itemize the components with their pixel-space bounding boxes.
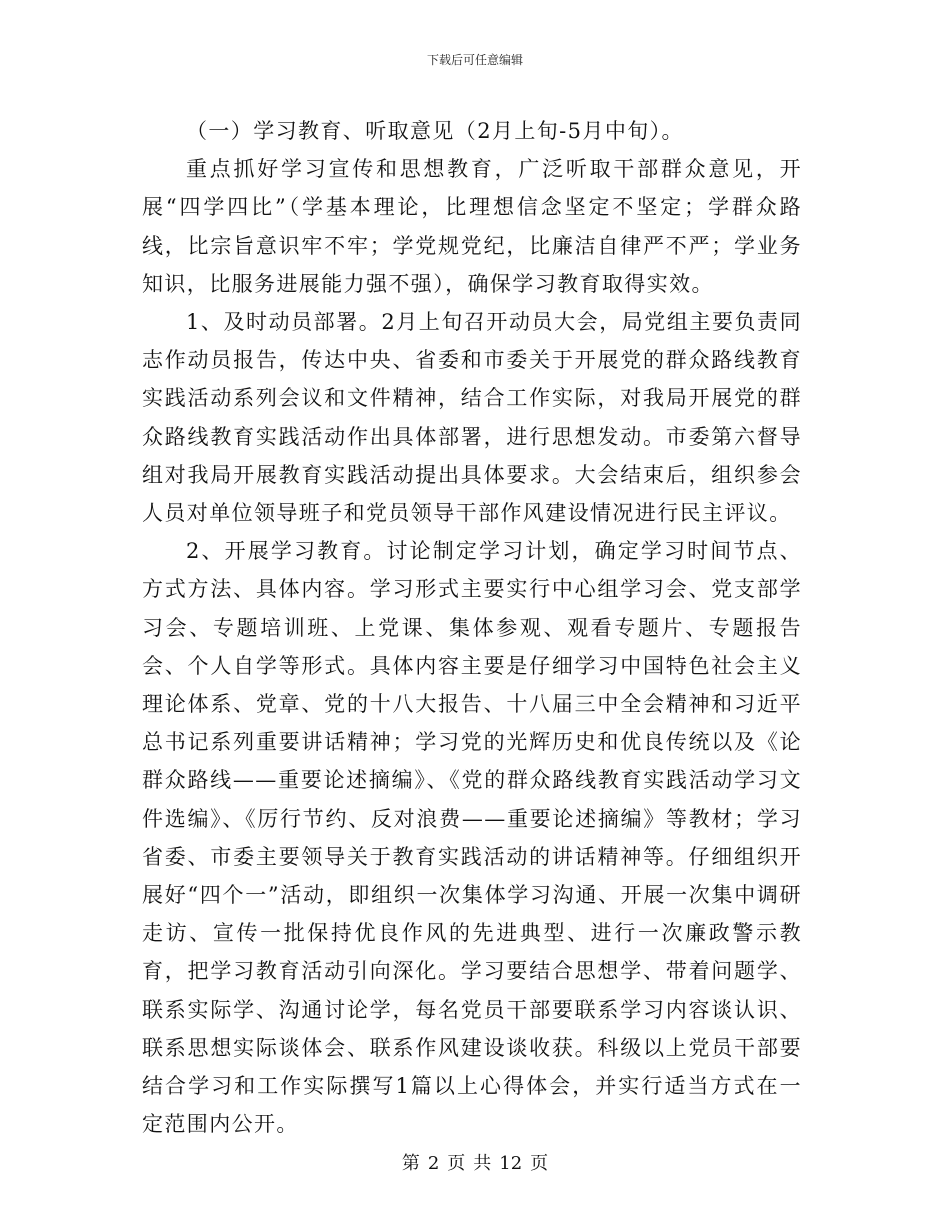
section-heading: （一）学习教育、听取意见（2月上旬-5月中旬）。 <box>186 119 684 143</box>
paragraph-item-2: 2、开展学习教育。讨论制定学习计划，确定学习时间节点、方式方法、具体内容。学习形式主要实行中心组学习会、党支部学习会、专题培训班、上党课、集体参观、观看专题片、专题报告会、个人自学等形式。具体内容主要是仔细学习中国特色社会主义理论体系、党章、党的十八大报告、十八届三中全会精神和习近平总书记系列重要讲话精神；学习党的光辉历史和优良传统以及《论群众路线——重要论述摘编》、《党的群众路线教育实践活动学习文件选编》、《厉行节约、反对浪费——重要论述摘编》等教材；学习省委、市委主要领导关于教育实践活动的讲话精神等。仔细组织开展好“四个一”活动，即组织一次集体学习沟通、开展一次集中调研走访、宣传一批保持优良作风的先进典型、进行一次廉政警示教育，把学习教育活动引向深化。学习要结合思想学、带着问题学、联系实际学、沟通讨论学，每名党员干部要联系学习内容谈认识、联系思想实际谈体会、联系作风建设谈收获。科级以上党员干部要结合学习和工作实际撰写1篇以上心得体会，并实行适当方式在一定范围内公开。 <box>142 539 802 1137</box>
footer-prefix: 第 <box>401 1153 420 1174</box>
page-footer <box>0 1153 950 1175</box>
paragraph-item-1: 1、及时动员部署。2月上旬召开动员大会，局党组主要负责同志作动员报告，传达中央、省委和市委关于开展党的群众路线教育实践活动系列会议和文件精神，结合工作实际，对我局开展党的群众路线教育实践活动作出具体部署，进行思想发动。市委第六督导组对我局开展教育实践活动提出具体要求。大会结束后，组织参会人员对单位领导班子和党员领导干部作风建设情况进行民主评议。 <box>142 310 802 526</box>
footer-page-word: 页 <box>447 1153 466 1174</box>
page-header: 下载后可任意编辑 <box>426 53 523 67</box>
paragraph-intro: 重点抓好学习宣传和思想教育，广泛听取干部群众意见，开展“四学四比”（学基本理论，比理想信念坚定不坚定；学群众路线，比宗旨意识牢不牢；学党规党纪，比廉洁自律严不严；学业务知识，比服务进展能力强不强），确保学习教育取得实效。 <box>142 157 802 296</box>
footer-total-word: 共 <box>473 1153 492 1174</box>
current-page-number: 2 <box>427 1153 440 1174</box>
document-body <box>142 112 802 1143</box>
total-pages-number: 12 <box>499 1153 523 1174</box>
footer-suffix: 页 <box>530 1153 549 1174</box>
